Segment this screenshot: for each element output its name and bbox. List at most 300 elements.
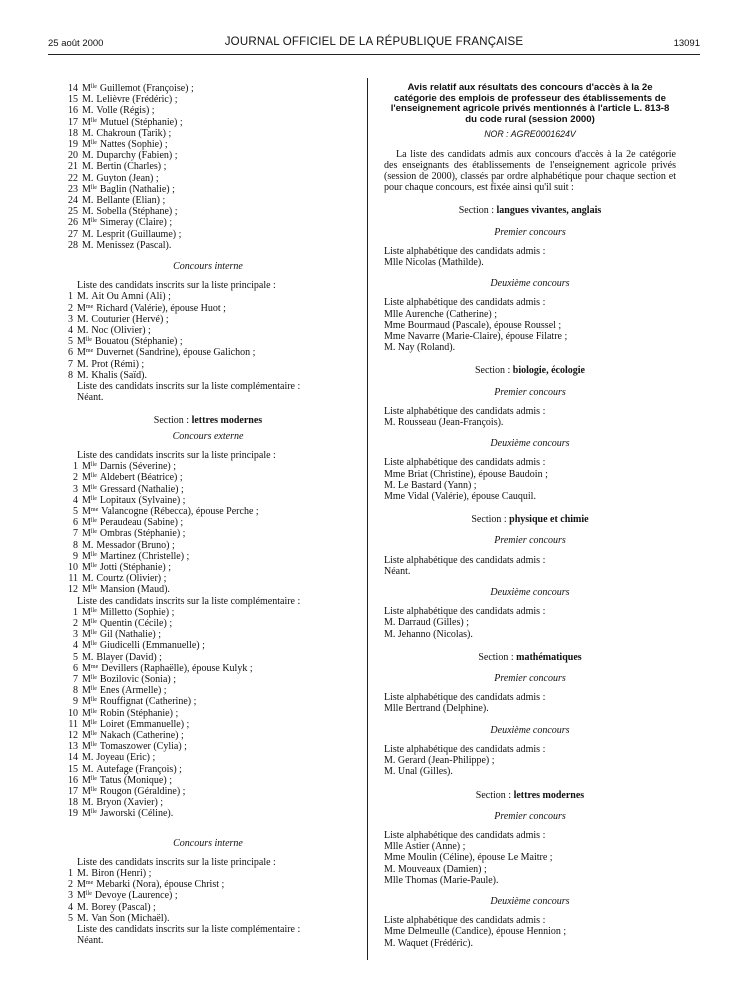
- candidate-name: Rouffignat (Catherine) ;: [99, 696, 197, 708]
- candidate-name: Valancogne (Rébecca), épouse Perche ;: [101, 505, 259, 517]
- entry-number: 5: [68, 336, 73, 348]
- entry-number: 16: [68, 105, 78, 117]
- civility-title: $M^{lle}$: [82, 617, 97, 629]
- entry-number: 11: [68, 718, 78, 730]
- concours-heading: Premier concours: [494, 810, 566, 822]
- candidate-name: Jaworski (Céline).: [99, 808, 174, 820]
- list-item: [62, 347, 354, 358]
- civility-superscript: lle: [90, 686, 97, 693]
- entry-number: 2: [68, 302, 73, 314]
- civility-title: $M^{lle}$: [82, 83, 97, 94]
- candidate-name: Mebarki (Nora), épouse Christ ;: [96, 879, 225, 891]
- list-item: Mlle Thomas (Marie-Paule).: [384, 874, 499, 886]
- notice-title: Avis relatif aux résultats des concours d'accès à la 2e catégorie des emplois de professeur des établissements de l'enseignement agricole privés mentionnés à l'article L. 813-8 du code rural (session 2000): [390, 82, 670, 125]
- list-item: [62, 117, 354, 128]
- entry-number: 24: [68, 195, 78, 207]
- list-item: [62, 868, 354, 879]
- entry-number: 8: [68, 369, 73, 381]
- civility-title: $M^{me}$: [82, 505, 99, 517]
- list-item: [62, 150, 354, 161]
- civility-superscript: me: [90, 506, 99, 513]
- sections-container: [384, 205, 676, 948]
- entry-number: 12: [68, 729, 78, 741]
- list-item: [62, 584, 354, 595]
- list-item: [62, 786, 354, 797]
- list-intro: Liste alphabétique des candidats admis :: [384, 405, 546, 417]
- list-item: [62, 890, 354, 901]
- civility-superscript: lle: [90, 775, 97, 782]
- list-item: Mme Vidal (Valérie), épouse Cauquil.: [384, 491, 536, 503]
- list-item: [62, 83, 354, 94]
- civility-title: $M^{lle}$: [82, 696, 97, 708]
- civility-superscript: lle: [90, 551, 97, 558]
- civility-superscript: lle: [90, 730, 97, 737]
- list-item: [62, 663, 354, 674]
- civility-title: M.: [82, 161, 94, 173]
- list-item: [62, 879, 354, 890]
- entry-number: 2: [73, 472, 78, 484]
- entry-number: 27: [68, 228, 78, 240]
- civility-title: $M^{lle}$: [82, 517, 97, 529]
- civility-superscript: lle: [90, 719, 97, 726]
- candidate-name: Blayer (David) ;: [96, 651, 162, 663]
- entry-number: 20: [68, 150, 78, 162]
- list-item: [62, 173, 354, 184]
- civility-superscript: lle: [90, 184, 97, 191]
- civility-title: $M^{me}$: [77, 879, 94, 891]
- civility-superscript: lle: [90, 484, 97, 491]
- civility-superscript: lle: [90, 585, 97, 592]
- entry-number: 12: [68, 584, 78, 596]
- civility-title: M.: [77, 358, 89, 370]
- candidate-name: Nakach (Catherine) ;: [99, 729, 184, 741]
- candidate-list: [62, 291, 354, 381]
- candidate-name: Biron (Henri) ;: [91, 868, 152, 879]
- concours-heading: Premier concours: [494, 386, 566, 398]
- civility-title: $M^{lle}$: [77, 336, 92, 348]
- entry-number: 1: [68, 291, 73, 303]
- list-item: [62, 240, 354, 251]
- entry-number: 23: [68, 183, 78, 195]
- entry-number: 10: [68, 707, 78, 719]
- entry-number: 5: [73, 651, 78, 663]
- section-heading: [384, 205, 676, 216]
- list-item: [62, 808, 354, 819]
- civility-superscript: lle: [90, 630, 97, 637]
- list-item: [62, 517, 354, 528]
- list-intro: Liste alphabétique des candidats admis :: [384, 692, 546, 704]
- concours-heading: Premier concours: [494, 673, 566, 685]
- candidate-name: Bertin (Charles) ;: [96, 161, 167, 173]
- section-heading: [384, 790, 676, 801]
- list-intro: Liste alphabétique des candidats admis :: [384, 554, 546, 566]
- civility-title: $M^{lle}$: [82, 550, 97, 562]
- civility-title: M.: [82, 752, 94, 764]
- candidate-name: Duparchy (Fabien) ;: [96, 150, 178, 162]
- list-item: [62, 314, 354, 325]
- list-item: Mlle Astier (Anne) ;: [384, 841, 466, 853]
- civility-title: M.: [82, 763, 94, 775]
- entry-number: 6: [73, 662, 78, 674]
- entry-number: 3: [68, 313, 73, 325]
- entry-number: 17: [68, 785, 78, 797]
- civility-title: $M^{lle}$: [82, 116, 97, 128]
- candidate-name: Noc (Olivier) ;: [91, 325, 151, 337]
- entry-number: 17: [68, 116, 78, 128]
- civility-title: $M^{lle}$: [82, 673, 97, 685]
- entry-number: 3: [73, 483, 78, 495]
- list-item: [62, 551, 354, 562]
- section-name: lettres modernes: [513, 789, 585, 801]
- section-label: Section :: [153, 415, 190, 427]
- list-item: [62, 708, 354, 719]
- candidate-name: Autefage (François) ;: [96, 763, 182, 775]
- list-item: Mme Navarre (Marie-Claire), épouse Filatre ;: [384, 331, 568, 343]
- left-column: [62, 83, 354, 946]
- candidate-name: Enes (Armelle) ;: [99, 685, 167, 697]
- candidate-name: Bozilovic (Sonia) ;: [99, 673, 177, 685]
- header-date: 25 août 2000: [48, 38, 104, 49]
- section-heading: [384, 652, 676, 663]
- list-item: [62, 719, 354, 730]
- neant-text: Néant.: [77, 392, 104, 404]
- civility-title: $M^{lle}$: [82, 685, 97, 697]
- list-item: [62, 506, 354, 517]
- candidate-name: Mutuel (Stéphanie) ;: [99, 116, 183, 128]
- entry-number: 5: [73, 505, 78, 517]
- candidate-name: Aldebert (Béatrice) ;: [99, 472, 183, 484]
- candidate-name: Khalis (Saïd).: [91, 369, 147, 381]
- nor-reference: [384, 129, 676, 140]
- candidate-name: Chakroun (Tarik) ;: [96, 127, 172, 139]
- candidate-name: Quentin (Cécile) ;: [99, 617, 173, 629]
- concours-heading: Concours interne: [173, 837, 243, 849]
- list-item: [62, 618, 354, 629]
- civility-title: $M^{me}$: [82, 662, 99, 674]
- list-item: [62, 217, 354, 228]
- civility-superscript: lle: [90, 518, 97, 525]
- civility-title: $M^{me}$: [77, 347, 94, 359]
- candidate-name: Devoye (Laurence) ;: [94, 890, 178, 902]
- list-item: [62, 540, 354, 551]
- candidate-name: Bellante (Elian) ;: [96, 195, 166, 207]
- list-item: [62, 184, 354, 195]
- entry-number: 3: [73, 629, 78, 641]
- candidate-name: Giudicelli (Emmanuelle) ;: [99, 640, 205, 652]
- candidate-name: Lelièvre (Frédéric) ;: [96, 94, 178, 106]
- entry-number: 7: [73, 528, 78, 540]
- candidate-name: Richard (Valérie), épouse Huot ;: [96, 302, 226, 314]
- nor-code: NOR : AGRE0001624V: [484, 129, 576, 140]
- entry-number: 18: [68, 797, 78, 809]
- candidate-name: Rougon (Géraldine) ;: [99, 785, 186, 797]
- civility-superscript: lle: [90, 495, 97, 502]
- candidate-name: Prot (Rémi) ;: [91, 358, 145, 370]
- civility-title: $M^{lle}$: [82, 785, 97, 797]
- section-heading: [384, 514, 676, 525]
- civility-title: M.: [77, 868, 89, 879]
- entry-number: 21: [68, 161, 78, 173]
- section-label: Section :: [478, 651, 517, 663]
- candidate-name: Bouatou (Stéphanie) ;: [94, 336, 183, 348]
- candidate-name: Duvernet (Sandrine), épouse Galichon ;: [96, 347, 256, 359]
- civility-title: $M^{lle}$: [82, 461, 97, 473]
- civility-title: $M^{lle}$: [82, 217, 97, 229]
- list-item: [62, 764, 354, 775]
- section-label: Section :: [458, 205, 497, 217]
- entry-number: 6: [68, 347, 73, 359]
- civility-superscript: lle: [90, 218, 97, 225]
- civility-title: M.: [77, 313, 89, 325]
- list-intro: Liste des candidats inscrits sur la liste complémentaire :: [77, 595, 301, 607]
- candidate-list-continued: [62, 83, 354, 251]
- candidate-name: Volle (Régis) ;: [96, 105, 155, 117]
- list-item: Mme Delmeulle (Candice), épouse Hennion ;: [384, 926, 567, 938]
- concours-heading: Deuxième concours: [490, 724, 570, 736]
- section-name: lettres modernes: [191, 415, 263, 427]
- civility-title: M.: [82, 172, 94, 184]
- civility-superscript: me: [85, 303, 94, 310]
- entry-number: 6: [73, 517, 78, 529]
- list-intro: Liste alphabétique des candidats admis :: [384, 606, 546, 618]
- list-item: [62, 105, 354, 116]
- list-item: [62, 336, 354, 347]
- civility-title: M.: [82, 127, 94, 139]
- civility-title: $M^{lle}$: [82, 774, 97, 786]
- civility-title: $M^{lle}$: [82, 629, 97, 641]
- civility-superscript: lle: [90, 786, 97, 793]
- list-item: Mme Bourmaud (Pascale), épouse Roussel ;: [384, 319, 562, 331]
- section-heading: [62, 415, 354, 426]
- candidate-name: Simeray (Claire) ;: [99, 217, 173, 229]
- list-item: [62, 607, 354, 618]
- civility-superscript: lle: [90, 607, 97, 614]
- concours-heading: Concours externe: [172, 430, 244, 442]
- candidate-name: Messador (Bruno) ;: [96, 539, 175, 551]
- civility-superscript: lle: [90, 641, 97, 648]
- section-label: Section :: [471, 514, 510, 526]
- candidate-name: Darnis (Séverine) ;: [99, 461, 176, 473]
- list-item: Mme Moulin (Céline), épouse Le Maitre ;: [384, 852, 553, 864]
- list-item: [62, 303, 354, 314]
- civility-superscript: lle: [90, 708, 97, 715]
- civility-title: $M^{lle}$: [82, 561, 97, 573]
- list-item: [62, 359, 354, 370]
- list-item: [62, 484, 354, 495]
- candidate-name: Couturier (Hervé) ;: [91, 313, 169, 325]
- civility-superscript: lle: [90, 473, 97, 480]
- list-item: [62, 902, 354, 913]
- section-heading: [384, 365, 676, 376]
- civility-title: M.: [82, 94, 94, 106]
- civility-superscript: lle: [90, 697, 97, 704]
- entry-number: 19: [68, 139, 78, 151]
- candidate-name: Courtz (Olivier) ;: [96, 573, 167, 585]
- candidate-name: Mansion (Maud).: [99, 584, 170, 596]
- list-item: [62, 629, 354, 640]
- entry-number: 7: [68, 358, 73, 370]
- civility-superscript: lle: [90, 674, 97, 681]
- candidate-name: Lesprit (Guillaume) ;: [96, 228, 182, 240]
- civility-title: $M^{lle}$: [82, 741, 97, 753]
- column-divider: [367, 78, 368, 960]
- entry-number: 9: [73, 696, 78, 708]
- list-item: Mlle Nicolas (Mathilde).: [384, 257, 484, 268]
- civility-title: M.: [77, 912, 89, 924]
- civility-title: M.: [82, 195, 94, 207]
- entry-number: 1: [73, 606, 78, 618]
- page-number: 13091: [673, 38, 700, 49]
- list-item: [62, 94, 354, 105]
- list-item: [62, 562, 354, 573]
- candidate-name: Loiret (Emmanuelle) ;: [99, 718, 190, 730]
- candidate-name: Bryon (Xavier) ;: [96, 797, 164, 809]
- civility-superscript: lle: [90, 618, 97, 625]
- list-item: M. Le Bastard (Yann) ;: [384, 479, 477, 491]
- entry-number: 14: [68, 752, 78, 764]
- civility-superscript: lle: [85, 891, 92, 898]
- entry-number: 10: [68, 561, 78, 573]
- civility-title: M.: [77, 291, 89, 303]
- civility-superscript: me: [90, 663, 99, 670]
- list-item: Mlle Bertrand (Delphine).: [384, 703, 489, 715]
- candidate-name: Peraudeau (Sabine) ;: [99, 517, 184, 529]
- civility-title: M.: [82, 651, 94, 663]
- candidate-name: Guyton (Jean) ;: [96, 172, 159, 184]
- candidate-name: Martinez (Christelle) ;: [99, 550, 190, 562]
- list-item: [62, 195, 354, 206]
- entry-number: 1: [73, 461, 78, 473]
- entry-number: 25: [68, 206, 78, 218]
- civility-title: $M^{lle}$: [82, 139, 97, 151]
- candidate-name: Devillers (Raphaëlle), épouse Kulyk ;: [101, 662, 253, 674]
- candidate-name: Borey (Pascal) ;: [91, 901, 156, 913]
- list-item: [62, 325, 354, 336]
- candidate-name: Menissez (Pascal).: [96, 239, 172, 251]
- list-item: [62, 775, 354, 786]
- entry-number: 1: [68, 868, 73, 879]
- section-name: physique et chimie: [509, 514, 589, 526]
- civility-superscript: lle: [90, 140, 97, 147]
- concours-heading: Deuxième concours: [490, 278, 570, 290]
- list-item: [62, 730, 354, 741]
- concours-heading: Deuxième concours: [490, 438, 570, 450]
- civility-title: $M^{lle}$: [82, 808, 97, 820]
- list-item: M. Darraud (Gilles) ;: [384, 617, 469, 629]
- list-item: [62, 495, 354, 506]
- civility-superscript: lle: [90, 529, 97, 536]
- candidate-name: Nattes (Sophie) ;: [99, 139, 168, 151]
- list-item: [62, 674, 354, 685]
- section-name: langues vivantes, anglais: [496, 205, 602, 217]
- civility-title: $M^{lle}$: [82, 584, 97, 596]
- list-intro: Liste alphabétique des candidats admis :: [384, 743, 546, 755]
- list-item: M. Jehanno (Nicolas).: [384, 628, 473, 640]
- civility-superscript: me: [85, 348, 94, 355]
- list-intro: Liste des candidats inscrits sur la liste principale :: [77, 280, 276, 292]
- entry-number: 18: [68, 127, 78, 139]
- notice-intro: La liste des candidats admis aux concours d'accès à la 2e catégorie des enseignants des établissements de l'enseignement agricole privés (session de 2000), classés par ordre alphabétique pour chaque section et pour chaque concours, est fixée ainsi qu'il suit :: [384, 148, 676, 194]
- concours-heading: Deuxième concours: [490, 587, 570, 599]
- list-item: [62, 128, 354, 139]
- entry-number: 9: [73, 550, 78, 562]
- right-column: [384, 83, 676, 949]
- list-item: [62, 696, 354, 707]
- list-item: [62, 528, 354, 539]
- list-intro: Liste alphabétique des candidats admis :: [384, 915, 546, 927]
- list-item: M. Mouveaux (Damien) ;: [384, 863, 487, 875]
- candidate-name: Ombras (Stéphanie) ;: [99, 528, 186, 540]
- list-item: Néant.: [384, 565, 411, 577]
- civility-superscript: lle: [85, 337, 92, 344]
- entry-number: 8: [73, 685, 78, 697]
- entry-number: 4: [68, 325, 73, 337]
- civility-superscript: lle: [90, 562, 97, 569]
- entry-number: 4: [73, 640, 78, 652]
- list-intro: Liste alphabétique des candidats admis :: [384, 829, 546, 841]
- list-intro: Liste des candidats inscrits sur la liste principale :: [77, 449, 276, 461]
- entry-number: 22: [68, 172, 78, 184]
- entry-number: 19: [68, 808, 78, 820]
- list-intro: Liste des candidats inscrits sur la liste complémentaire :: [77, 381, 301, 393]
- candidate-name: Baglin (Nathalie) ;: [99, 183, 175, 195]
- list-item: [62, 913, 354, 924]
- candidate-name: Milletto (Sophie) ;: [99, 606, 175, 618]
- list-item: [62, 573, 354, 584]
- list-intro: Liste des candidats inscrits sur la liste complémentaire :: [77, 924, 301, 936]
- civility-title: $M^{lle}$: [82, 640, 97, 652]
- candidate-name: Gressard (Nathalie) ;: [99, 483, 184, 495]
- civility-title: M.: [82, 539, 94, 551]
- list-item: [62, 741, 354, 752]
- entry-number: 4: [73, 494, 78, 506]
- candidate-name: Lopitaux (Sylvaine) ;: [99, 494, 186, 506]
- list-item: [62, 161, 354, 172]
- civility-title: $M^{lle}$: [82, 483, 97, 495]
- civility-title: $M^{me}$: [77, 302, 94, 314]
- candidate-name: Gil (Nathalie) ;: [99, 629, 161, 641]
- candidate-name: Guillemot (Françoise) ;: [99, 83, 194, 94]
- entry-number: 2: [68, 879, 73, 891]
- list-item: [62, 752, 354, 763]
- entry-number: 13: [68, 741, 78, 753]
- civility-title: $M^{lle}$: [82, 183, 97, 195]
- civility-title: $M^{lle}$: [82, 718, 97, 730]
- neant-text: Néant.: [77, 935, 104, 947]
- entry-number: 3: [68, 890, 73, 902]
- entry-number: 8: [73, 539, 78, 551]
- list-item: [62, 461, 354, 472]
- civility-title: M.: [77, 369, 89, 381]
- list-item: M. Rousseau (Jean-François).: [384, 417, 504, 429]
- civility-title: $M^{lle}$: [82, 606, 97, 618]
- list-item: [62, 640, 354, 651]
- list-item: [62, 229, 354, 240]
- entry-number: 14: [68, 83, 78, 94]
- list-item: [62, 291, 354, 302]
- civility-title: M.: [82, 228, 94, 240]
- list-item: [62, 652, 354, 663]
- civility-superscript: lle: [90, 809, 97, 816]
- civility-title: M.: [82, 150, 94, 162]
- list-item: M. Unal (Gilles).: [384, 766, 453, 778]
- entry-number: 7: [73, 673, 78, 685]
- section-label: Section :: [475, 789, 514, 801]
- list-intro: Liste alphabétique des candidats admis :: [384, 245, 546, 257]
- entry-number: 11: [68, 573, 78, 585]
- concours-heading: Concours interne: [173, 261, 243, 273]
- entry-number: 26: [68, 217, 78, 229]
